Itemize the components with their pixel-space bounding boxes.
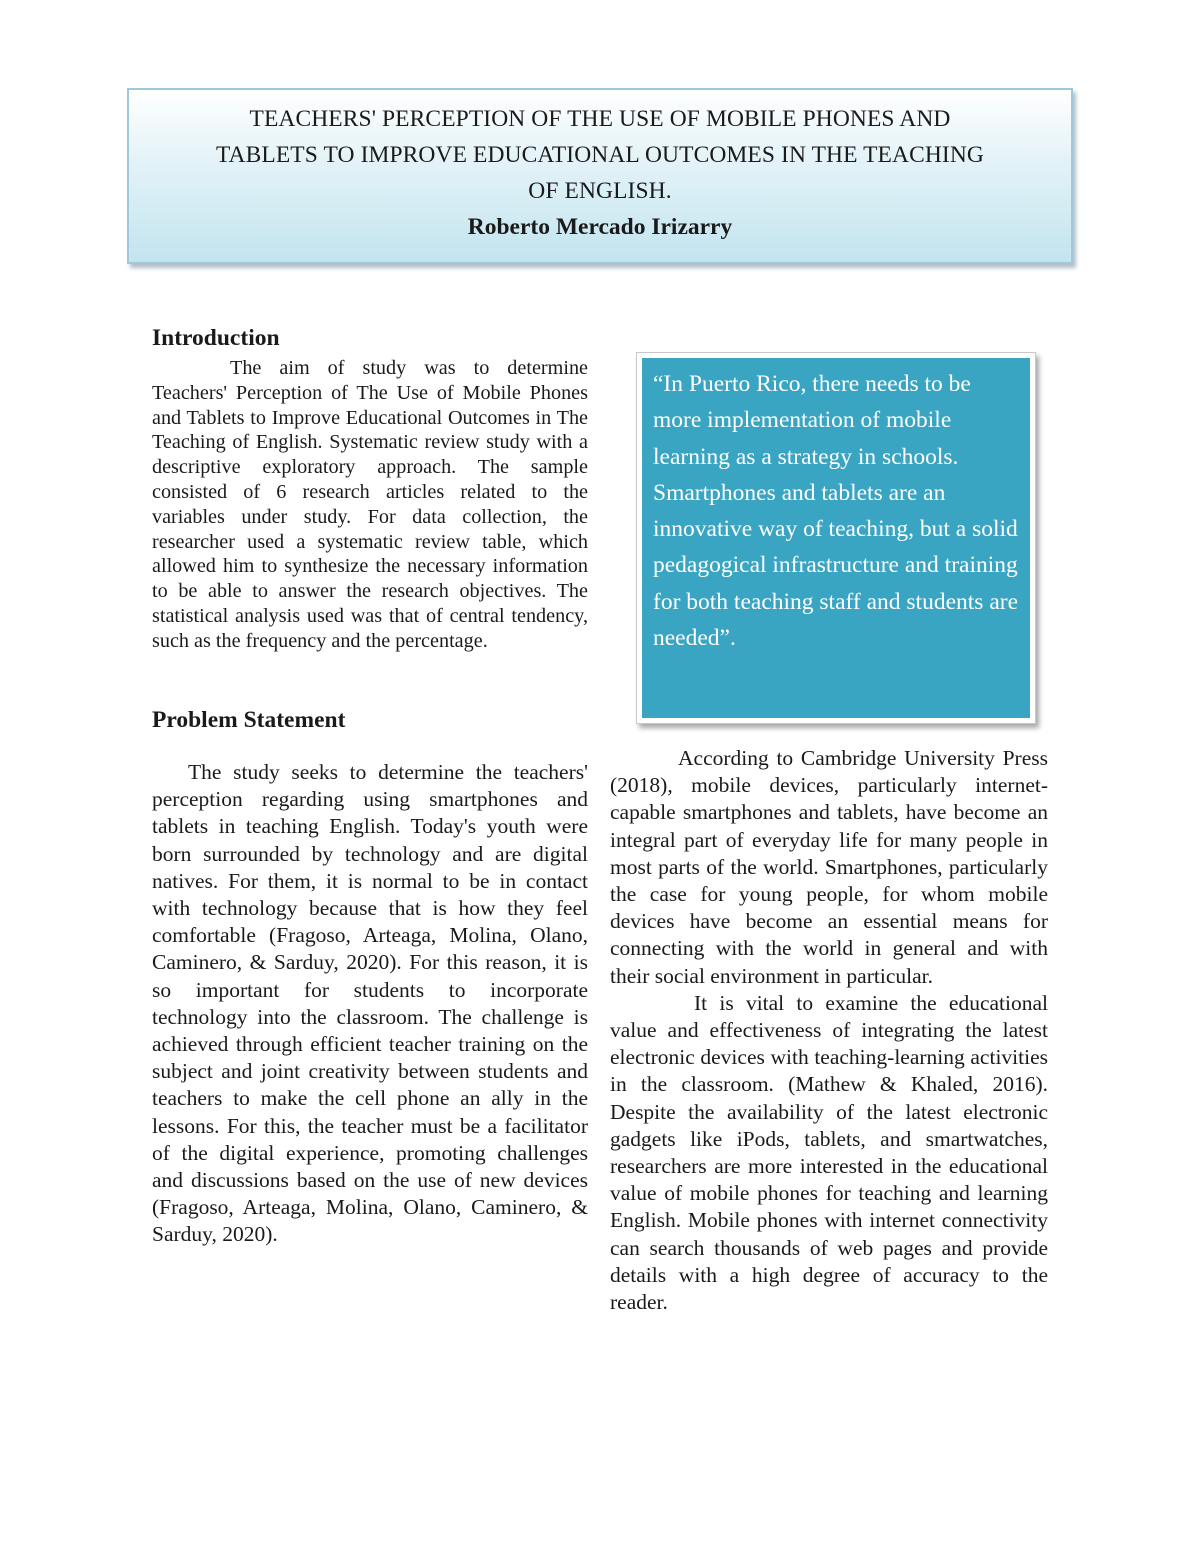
author-name: Roberto Mercado Irizarry xyxy=(467,214,733,240)
introduction-text: The aim of study was to determine Teachers' Perception of The Use of Mobile Phones and Tablets to Improve Educational Outcomes in The Teaching of English. Systematic review study with a descriptive exploratory approach. The sample consisted of 6 research articles related to the variables under study. For data collection, the researcher used a systematic review table, which allowed him to synthesize the necessary information to be able to answer the research objectives. The statistical analysis used was that of central tendency, such as the frequency and the percentage. xyxy=(152,357,588,652)
paper-title-line-3: OF ENGLISH. xyxy=(528,178,672,204)
pull-quote-box xyxy=(636,352,1036,724)
problem-statement-text: The study seeks to determine the teachers' perception regarding using smartphones and tablets in teaching English. Today's youth were born surrounded by technology and are digital natives. For them, it is normal to be in contact with technology because that is how they feel comfortable (Fragoso, Arteaga, Molina, Olano, Caminero, & Sarduy, 2020). For this reason, it is so important for students to incorporate technology into the classroom. The challenge is achieved through efficient teacher training on the subject and joint creativity between students and teachers to make the cell phone an ally in the lessons. For this, the teacher must be a facilitator of the digital experience, promoting challenges and discussions based on the use of new devices (Fragoso, Arteaga, Molina, Olano, Caminero, & Sarduy, 2020). xyxy=(152,760,588,1247)
right-paragraph-2: It is vital to examine the educational value and effectiveness of integrating the latest electronic devices with teaching-learning activities in the classroom. (Mathew & Khaled, 2016). Despite the availability of the latest electronic gadgets like iPods, tablets, and smartwatches, researchers are more interested in the educational value of mobile phones for teaching and learning English. Mobile phones with internet connectivity can search thousands of web pages and provide details with a high degree of accuracy to the reader. xyxy=(610,990,1048,1315)
problem-statement-heading: Problem Statement xyxy=(152,707,346,733)
paper-title-line-2: TABLETS TO IMPROVE EDUCATIONAL OUTCOMES IN THE TEACHING xyxy=(215,142,984,168)
pull-quote-text: “In Puerto Rico, there needs to be more implementation of mobile learning as a strategy in schools. Smartphones and tablets are an innovative way of teaching, but a solid pedagogical infrastructure and training for both teaching staff and students are needed”. xyxy=(642,358,1030,718)
title-box xyxy=(127,88,1073,264)
paper-title-line-1: TEACHERS' PERCEPTION OF THE USE OF MOBILE PHONES AND xyxy=(249,106,951,132)
introduction-heading: Introduction xyxy=(152,325,280,351)
introduction-section xyxy=(152,356,588,654)
problem-statement-section xyxy=(152,759,588,1249)
right-column-section xyxy=(610,745,1048,1316)
right-paragraph-1: According to Cambridge University Press (2018), mobile devices, particularly internet-capable smartphones and tablets, have become an integral part of everyday life for many people in most parts of the world. Smartphones, particularly the case for young people, for whom mobile devices have become an essential means for connecting with the world in general and with their social environment in particular. xyxy=(610,746,1048,988)
